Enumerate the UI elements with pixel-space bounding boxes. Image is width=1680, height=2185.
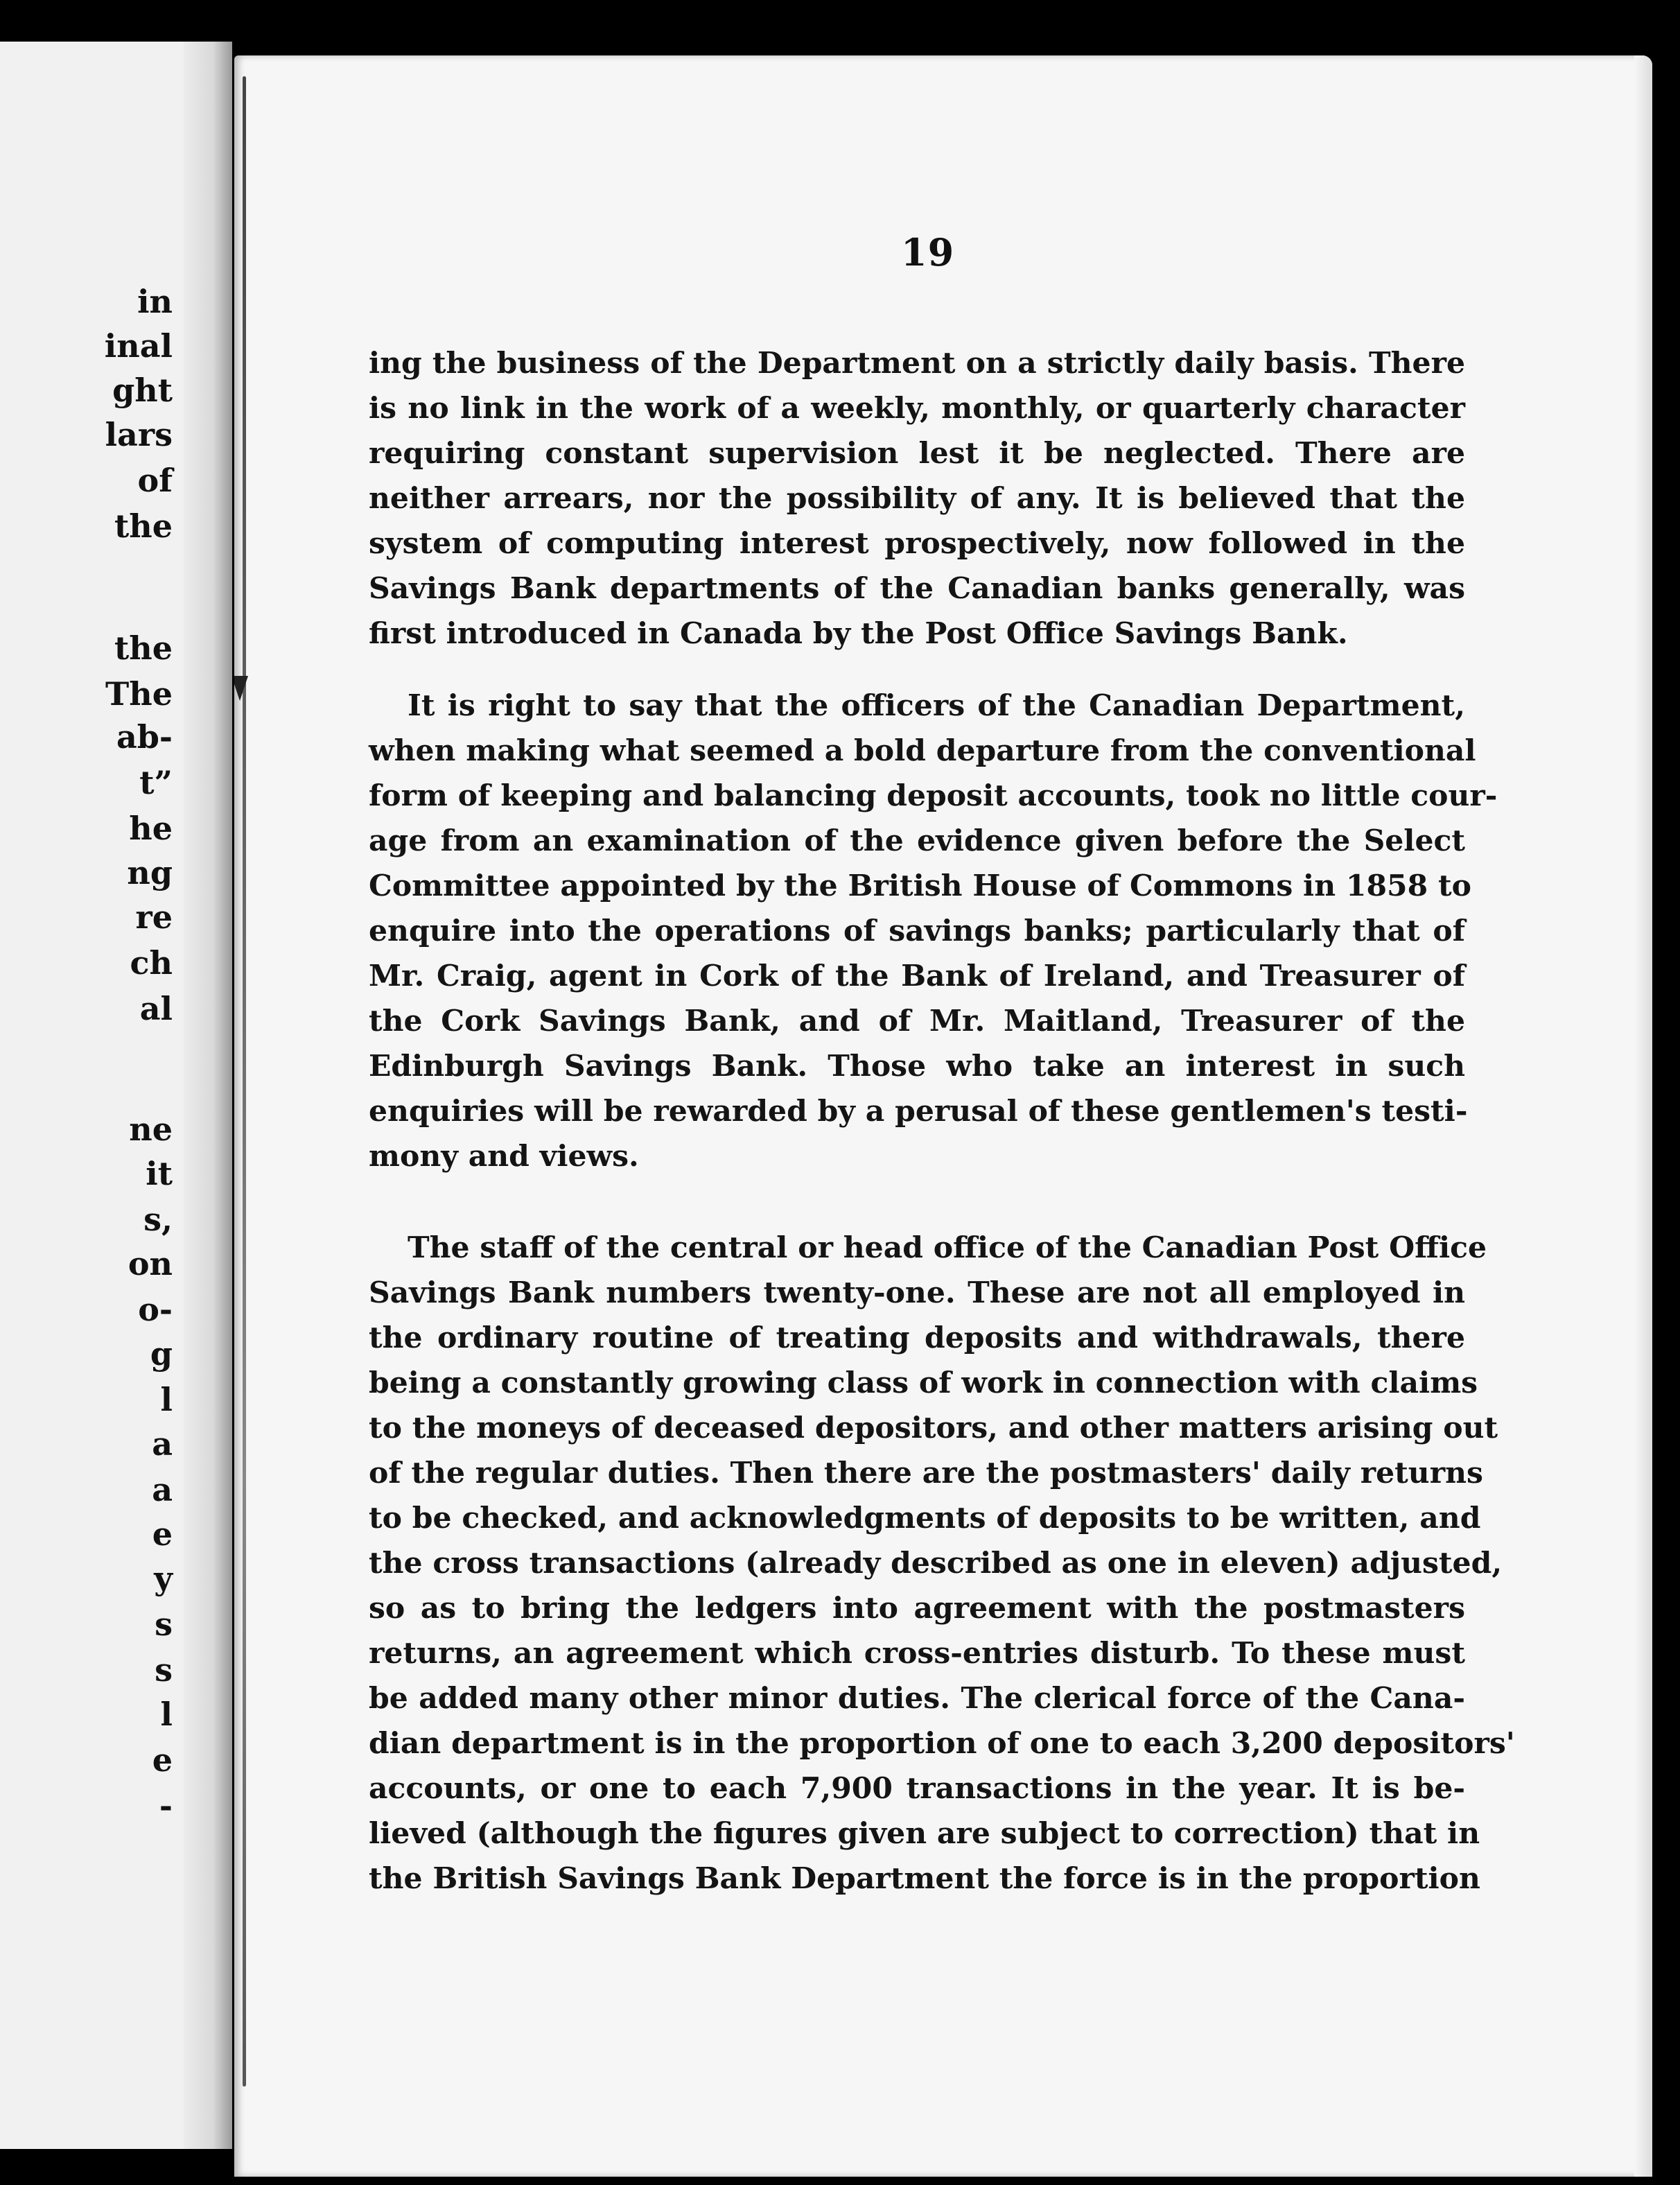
text-line: mony and views. bbox=[369, 1139, 639, 1174]
text-line: the Cork Savings Bank, and of Mr. Maitland, Treasurer of the bbox=[369, 1004, 1465, 1038]
previous-page-fragment: of bbox=[137, 462, 173, 499]
text-line: It is right to say that the officers of the Canadian Department, bbox=[408, 688, 1465, 723]
previous-page-fragment: ch bbox=[130, 944, 173, 982]
previous-page-fragment: l bbox=[160, 1696, 173, 1733]
text-line: lieved (although the figures given are subject to correction) that in bbox=[369, 1816, 1480, 1851]
previous-page-fragment: al bbox=[139, 990, 173, 1027]
previous-page-fragment: in bbox=[137, 283, 173, 320]
previous-page-fragment: s bbox=[155, 1651, 173, 1689]
text-line: so as to bring the ledgers into agreement with the postmasters bbox=[369, 1591, 1465, 1626]
text-line: returns, an agreement which cross-entries disturb. To these must bbox=[369, 1636, 1465, 1671]
previous-page-fragment: the bbox=[114, 507, 173, 545]
previous-page-fragment: ne bbox=[129, 1111, 173, 1148]
margin-arrow-icon bbox=[234, 676, 248, 701]
text-line: Edinburgh Savings Bank. Those who take an interest in such bbox=[369, 1049, 1465, 1083]
text-line: form of keeping and balancing deposit accounts, took no little cour- bbox=[369, 778, 1498, 813]
text-line: system of computing interest prospectively, now followed in the bbox=[369, 526, 1465, 561]
text-line: be added many other minor duties. The clerical force of the Cana- bbox=[369, 1681, 1465, 1716]
previous-page-fragment: a bbox=[152, 1471, 173, 1508]
text-line: to the moneys of deceased depositors, and other matters arising out bbox=[369, 1411, 1498, 1445]
text-line: Mr. Craig, agent in Cork of the Bank of Ireland, and Treasurer of bbox=[369, 959, 1465, 993]
previous-page-fragment: e bbox=[152, 1515, 173, 1553]
previous-page-fragment: The bbox=[105, 675, 173, 713]
text-line: Savings Bank numbers twenty-one. These are not all employed in bbox=[369, 1276, 1465, 1310]
previous-page-fragment: the bbox=[114, 629, 173, 667]
text-line: Committee appointed by the British House of Commons in 1858 to bbox=[369, 869, 1471, 903]
previous-page-fragment: e bbox=[152, 1741, 173, 1779]
page-edge-shadow bbox=[1634, 55, 1652, 2177]
text-line: age from an examination of the evidence given before the Select bbox=[369, 824, 1465, 858]
text-line: enquiries will be rewarded by a perusal of these gentlemen's testi- bbox=[369, 1094, 1468, 1129]
previous-page-fragment: s bbox=[155, 1605, 173, 1643]
text-line: accounts, or one to each 7,900 transactions in the year. It is be- bbox=[369, 1771, 1465, 1806]
previous-page-fragment: o- bbox=[138, 1291, 173, 1328]
previous-page-edge bbox=[0, 42, 232, 2149]
text-line: Savings Bank departments of the Canadian banks generally, was bbox=[369, 571, 1465, 606]
paragraph-2 bbox=[369, 684, 1498, 1179]
previous-page-fragment: a bbox=[152, 1425, 173, 1463]
previous-page-fragment: - bbox=[159, 1787, 173, 1825]
previous-page-fragment: l bbox=[160, 1381, 173, 1418]
text-line: ing the business of the Department on a strictly daily basis. There bbox=[369, 346, 1465, 381]
paragraph-1 bbox=[369, 341, 1465, 656]
previous-page-fragment: ab- bbox=[116, 718, 173, 756]
previous-page-fragment: s, bbox=[143, 1201, 173, 1238]
current-page bbox=[234, 55, 1652, 2177]
previous-page-fragment: on bbox=[128, 1245, 173, 1282]
text-line: the cross transactions (already described as one in eleven) adjusted, bbox=[369, 1546, 1503, 1581]
text-line: the British Savings Bank Department the force is in the proportion bbox=[369, 1861, 1480, 1896]
text-line: The staff of the central or head office of the Canadian Post Office bbox=[408, 1230, 1487, 1265]
previous-page-fragment: re bbox=[135, 898, 173, 936]
text-line: of the regular duties. Then there are the postmasters' daily returns bbox=[369, 1456, 1483, 1490]
text-line: to be checked, and acknowledgments of deposits to be written, and bbox=[369, 1501, 1481, 1535]
page-number: 19 bbox=[901, 230, 955, 275]
text-line: the ordinary routine of treating deposits and withdrawals, there bbox=[369, 1321, 1465, 1355]
previous-page-fragment: inal bbox=[104, 327, 173, 365]
text-line: dian department is in the proportion of one to each 3,200 depositors' bbox=[369, 1726, 1515, 1761]
previous-page-fragment: lars bbox=[105, 416, 173, 453]
text-line: when making what seemed a bold departure from the conventional bbox=[369, 733, 1476, 768]
text-line: is no link in the work of a weekly, monthly, or quarterly character bbox=[369, 391, 1465, 426]
previous-page-fragment: y bbox=[154, 1560, 173, 1597]
previous-page-fragment: he bbox=[129, 810, 173, 847]
text-line: requiring constant supervision lest it be neglected. There are bbox=[369, 436, 1465, 471]
text-line: neither arrears, nor the possibility of any. It is believed that the bbox=[369, 481, 1465, 516]
previous-page-fragment: ng bbox=[127, 854, 173, 891]
text-line: being a constantly growing class of work in connection with claims bbox=[369, 1366, 1478, 1400]
previous-page-fragment: t” bbox=[139, 764, 173, 801]
text-line: enquire into the operations of savings banks; particularly that of bbox=[369, 914, 1465, 948]
previous-page-fragment: ght bbox=[112, 372, 173, 409]
text-line: first introduced in Canada by the Post Office Savings Bank. bbox=[369, 616, 1348, 651]
paragraph-3 bbox=[369, 1226, 1515, 1901]
binding-margin-line bbox=[243, 76, 246, 2087]
page-gutter bbox=[184, 42, 232, 2149]
previous-page-fragment: g bbox=[150, 1335, 173, 1373]
previous-page-fragment: it bbox=[146, 1155, 173, 1192]
